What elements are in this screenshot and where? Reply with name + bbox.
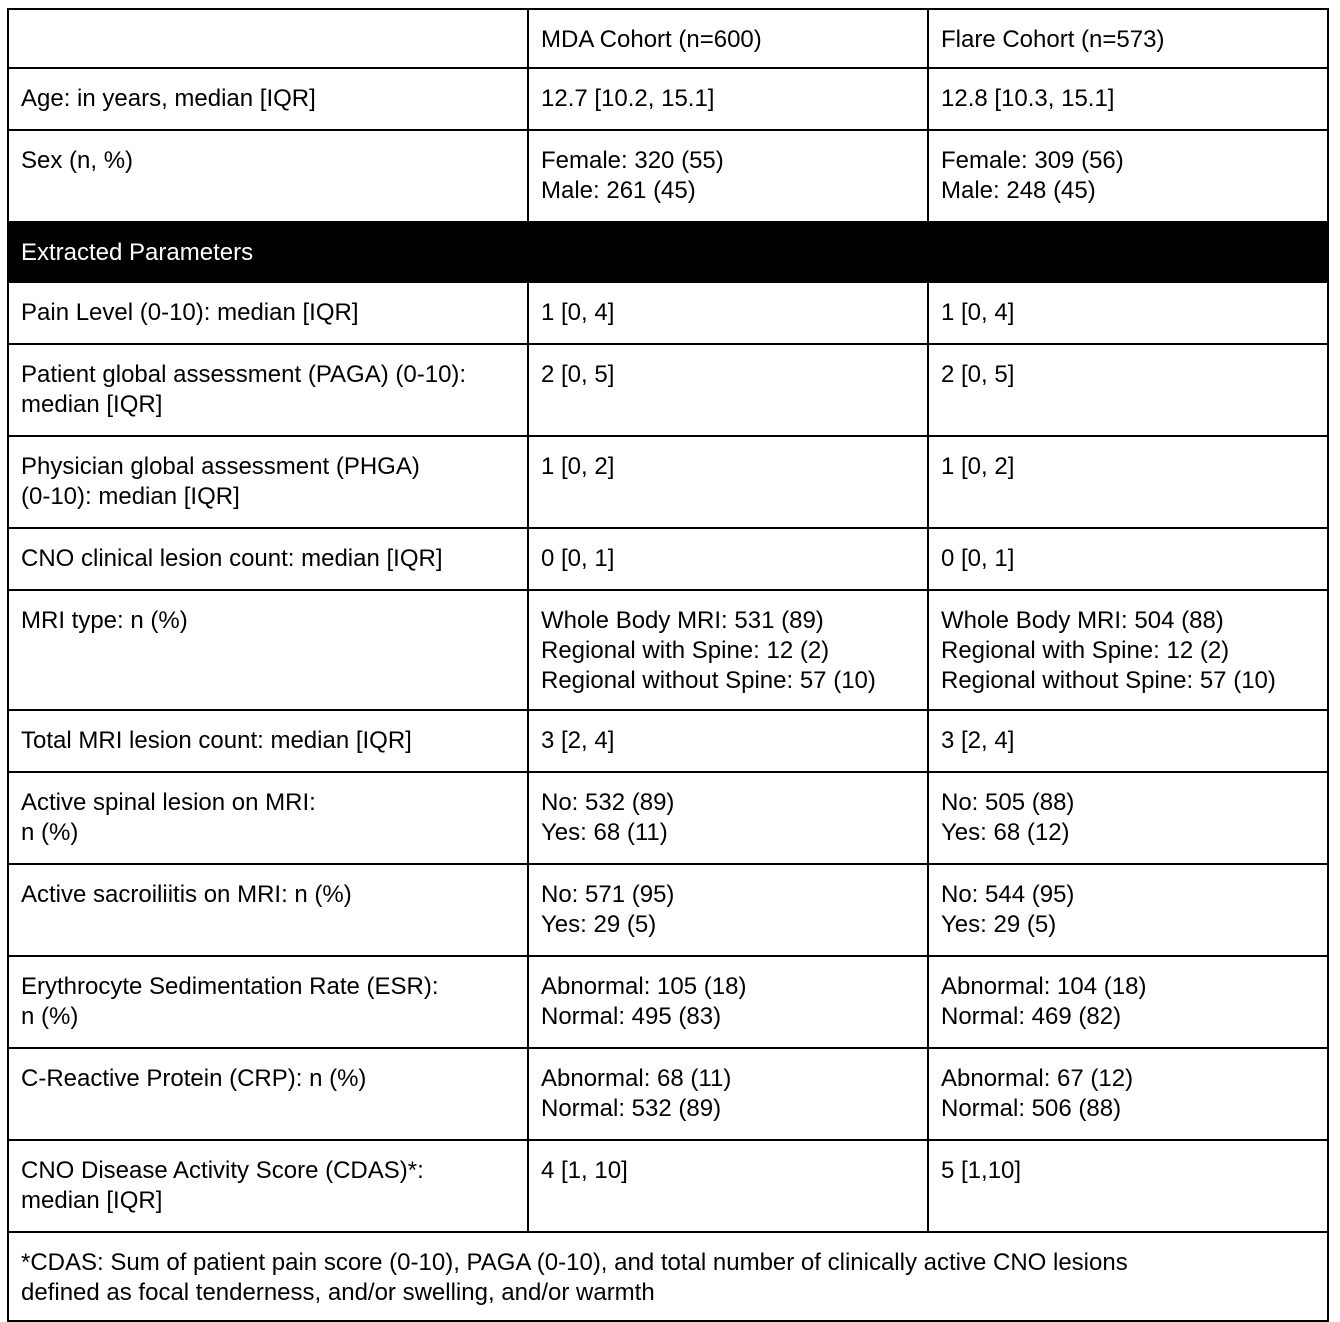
row-label: Physician global assessment (PHGA) (0-10): median [IQR] xyxy=(8,436,528,528)
flare-value: No: 544 (95) Yes: 29 (5) xyxy=(928,864,1328,956)
mda-value: 12.7 [10.2, 15.1] xyxy=(528,68,928,130)
mda-value: Abnormal: 68 (11) Normal: 532 (89) xyxy=(528,1048,928,1140)
table-row-phga xyxy=(8,436,1328,528)
row-label: Sex (n, %) xyxy=(8,130,528,222)
table-row-esr xyxy=(8,956,1328,1048)
row-label: Erythrocyte Sedimentation Rate (ESR): n (%) xyxy=(8,956,528,1048)
mda-value: Female: 320 (55) Male: 261 (45) xyxy=(528,130,928,222)
mda-value: Abnormal: 105 (18) Normal: 495 (83) xyxy=(528,956,928,1048)
mda-value: 3 [2, 4] xyxy=(528,710,928,772)
row-label: Active sacroiliitis on MRI: n (%) xyxy=(8,864,528,956)
footnote: *CDAS: Sum of patient pain score (0-10), PAGA (0-10), and total number of clinically active CNO lesions defined as focal tenderness, and/or swelling, and/or warmth xyxy=(8,1232,1328,1321)
row-label: CNO Disease Activity Score (CDAS)*: median [IQR] xyxy=(8,1140,528,1232)
row-label: CNO clinical lesion count: median [IQR] xyxy=(8,528,528,590)
table-row-active-sacroiliitis xyxy=(8,864,1328,956)
section-header-row xyxy=(8,222,1328,282)
mda-value: 1 [0, 2] xyxy=(528,436,928,528)
table-row-crp xyxy=(8,1048,1328,1140)
row-label: Pain Level (0-10): median [IQR] xyxy=(8,282,528,344)
table-row-cno-lesion-count xyxy=(8,528,1328,590)
row-label: Patient global assessment (PAGA) (0-10): median [IQR] xyxy=(8,344,528,436)
header-flare-cohort: Flare Cohort (n=573) xyxy=(928,9,1328,68)
section-empty-cell xyxy=(928,222,1328,282)
flare-value: 2 [0, 5] xyxy=(928,344,1328,436)
flare-value: Whole Body MRI: 504 (88) Regional with Spine: 12 (2) Regional without Spine: 57 (10) xyxy=(928,590,1328,710)
row-label: Total MRI lesion count: median [IQR] xyxy=(8,710,528,772)
flare-value: 1 [0, 2] xyxy=(928,436,1328,528)
row-label: C-Reactive Protein (CRP): n (%) xyxy=(8,1048,528,1140)
section-title: Extracted Parameters xyxy=(8,222,528,282)
flare-value: 0 [0, 1] xyxy=(928,528,1328,590)
mda-value: Whole Body MRI: 531 (89) Regional with Spine: 12 (2) Regional without Spine: 57 (10) xyxy=(528,590,928,710)
mda-value: 0 [0, 1] xyxy=(528,528,928,590)
table-row-age xyxy=(8,68,1328,130)
flare-value: 3 [2, 4] xyxy=(928,710,1328,772)
flare-value: Abnormal: 67 (12) Normal: 506 (88) xyxy=(928,1048,1328,1140)
table-row-mri-type xyxy=(8,590,1328,710)
footnote-row xyxy=(8,1232,1328,1321)
row-label: Active spinal lesion on MRI: n (%) xyxy=(8,772,528,864)
table-row-sex xyxy=(8,130,1328,222)
flare-value: Abnormal: 104 (18) Normal: 469 (82) xyxy=(928,956,1328,1048)
flare-value: No: 505 (88) Yes: 68 (12) xyxy=(928,772,1328,864)
table-row-active-spinal-lesion xyxy=(8,772,1328,864)
header-mda-cohort: MDA Cohort (n=600) xyxy=(528,9,928,68)
mda-value: No: 532 (89) Yes: 68 (11) xyxy=(528,772,928,864)
section-empty-cell xyxy=(528,222,928,282)
header-row xyxy=(8,9,1328,68)
mda-value: 4 [1, 10] xyxy=(528,1140,928,1232)
mda-value: 1 [0, 4] xyxy=(528,282,928,344)
table-row-paga xyxy=(8,344,1328,436)
table-row-total-mri-lesion-count xyxy=(8,710,1328,772)
row-label: MRI type: n (%) xyxy=(8,590,528,710)
mda-value: 2 [0, 5] xyxy=(528,344,928,436)
table-row-cdas xyxy=(8,1140,1328,1232)
flare-value: 12.8 [10.3, 15.1] xyxy=(928,68,1328,130)
mda-value: No: 571 (95) Yes: 29 (5) xyxy=(528,864,928,956)
table-row-pain-level xyxy=(8,282,1328,344)
row-label: Age: in years, median [IQR] xyxy=(8,68,528,130)
flare-value: 5 [1,10] xyxy=(928,1140,1328,1232)
flare-value: Female: 309 (56) Male: 248 (45) xyxy=(928,130,1328,222)
flare-value: 1 [0, 4] xyxy=(928,282,1328,344)
cohort-characteristics-table xyxy=(7,8,1329,1322)
header-empty-cell xyxy=(8,9,528,68)
